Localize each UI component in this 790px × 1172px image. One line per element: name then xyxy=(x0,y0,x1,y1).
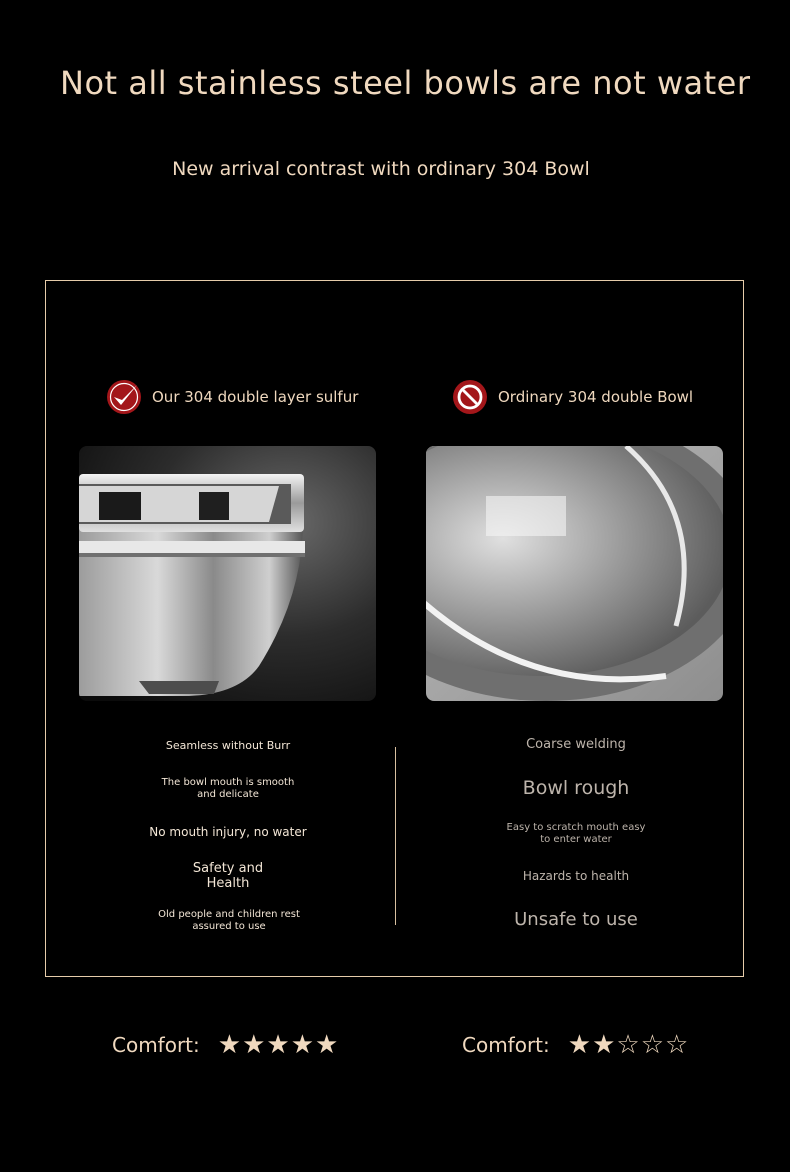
subheadline: New arrival contrast with ordinary 304 Bowl xyxy=(172,158,590,180)
left-feature-1: Seamless without Burr xyxy=(165,739,291,752)
check-badge-icon xyxy=(106,379,142,415)
right-feature-4: Hazards to health xyxy=(522,869,630,883)
right-column-header xyxy=(452,379,693,415)
right-feature-3: Easy to scratch mouth easy to enter water xyxy=(506,822,646,845)
comparison-panel xyxy=(45,280,744,977)
left-feature-3: No mouth injury, no water xyxy=(149,825,307,839)
right-column-title: Ordinary 304 double Bowl xyxy=(498,388,694,406)
left-feature-2: The bowl mouth is smooth and delicate xyxy=(161,777,295,800)
left-feature-4: Safety and Health xyxy=(192,861,264,891)
left-feature-5: Old people and children rest assured to use xyxy=(158,909,300,932)
prohibited-icon xyxy=(452,379,488,415)
right-feature-2: Bowl rough xyxy=(522,777,630,799)
ordinary-bowl-photo xyxy=(426,446,723,701)
right-feature-1: Coarse welding xyxy=(526,737,626,752)
comfort-label: Comfort: xyxy=(462,1033,550,1057)
headline: Not all stainless steel bowls are not water xyxy=(60,64,751,102)
column-divider xyxy=(395,747,396,925)
right-feature-5: Unsafe to use xyxy=(514,909,638,930)
comfort-rating-ordinary xyxy=(462,1030,689,1060)
star-rating-icon: ★★☆☆☆ xyxy=(567,1030,690,1060)
comfort-rating-ours xyxy=(112,1030,339,1060)
left-column-header xyxy=(106,379,358,415)
premium-bowl-photo xyxy=(79,446,376,701)
left-column-title: Our 304 double layer sulfur xyxy=(152,388,359,406)
comfort-label: Comfort: xyxy=(112,1033,200,1057)
star-rating-icon: ★★★★★ xyxy=(217,1030,340,1060)
